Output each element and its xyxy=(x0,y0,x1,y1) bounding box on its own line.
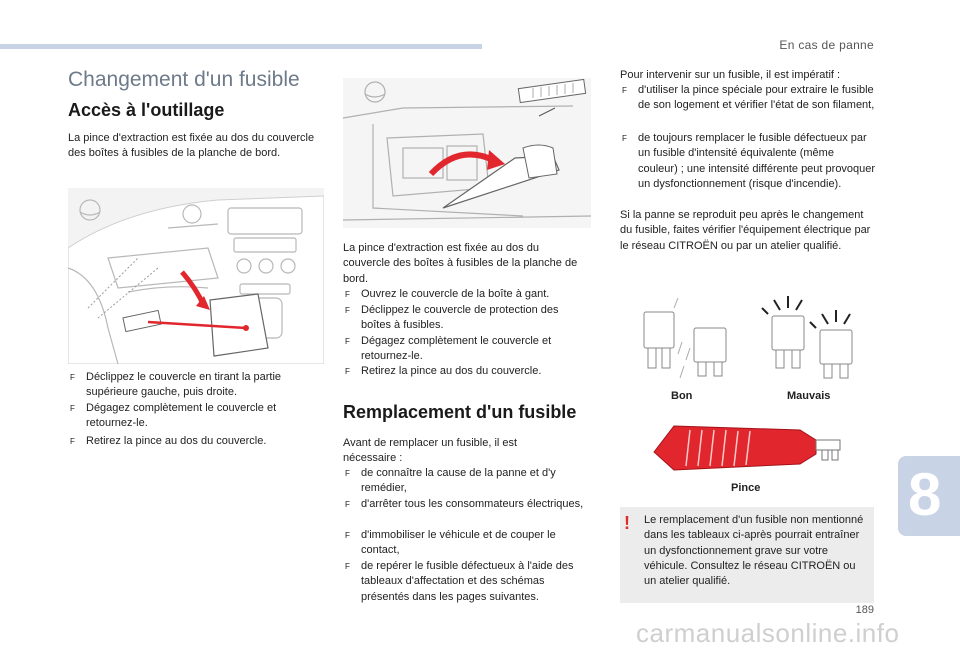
left-bullet-3: F Retirez la pince au dos du couvercle. xyxy=(70,434,316,449)
bullet-marker-icon: F xyxy=(345,562,350,571)
fuse-puller-drawing xyxy=(650,418,850,478)
fuse-comparison-drawing xyxy=(622,292,872,384)
left-bullet-2: F Dégagez complètement le couvercle et retournez-le. xyxy=(70,402,277,430)
middle-bullet-1: F Ouvrez le couvercle de la boîte à gant. xyxy=(345,287,587,302)
bullet-marker-icon: F xyxy=(345,306,350,315)
dashboard-illustration xyxy=(68,188,324,364)
bullet-marker-icon: F xyxy=(345,290,350,299)
chapter-number: 8 xyxy=(908,461,942,528)
glovebox-illustration xyxy=(343,78,591,228)
bullet-marker-icon: F xyxy=(70,404,75,413)
page-title: Changement d'un fusible xyxy=(68,68,300,91)
right-bullet-2: F de toujours remplacer le fusible défectueux par un fusible d'intensité équivalente (même couleur) ; une intensité différente peut provoquer un dysfonctionnement (risque d'incendie). xyxy=(622,132,876,190)
before-bullet-2: F d'arrêter tous les consommateurs électriques, xyxy=(345,497,587,512)
watermark: carmanualsonline.info xyxy=(636,618,900,648)
fuse-bad-label: Mauvais xyxy=(787,390,831,402)
warning-text: Le remplacement d'un fusible non mentionné dans les tableaux ci-après pourrait entraîner un dysfonctionnement grave sur votre véhicule. Consultez le réseau CITROËN ou un atelier qualifié. xyxy=(644,514,864,588)
fuse-good-label: Bon xyxy=(671,390,693,402)
section-heading-tools: Accès à l'outillage xyxy=(68,100,225,120)
middle-bullet-3: F Dégagez complètement le couvercle et retournez-le. xyxy=(345,335,552,363)
fuse-requirement-intro: Pour intervenir sur un fusible, il est impératif : xyxy=(620,69,841,81)
left-bullet-1: F Déclippez le couvercle en tirant la partie supérieure gauche, puis droite. xyxy=(70,371,282,399)
replacement-intro: Avant de remplacer un fusible, il est nécessaire : xyxy=(343,437,518,465)
before-bullet-4: F de repérer le fusible défectueux à l'aide des tableaux d'affectation et des schémas présentés dans les pages suivantes. xyxy=(345,560,574,603)
before-bullet-3: F d'immobiliser le véhicule et de couper le contact, xyxy=(345,529,556,557)
fuse-puller-illustration xyxy=(650,418,850,478)
bullet-marker-icon: F xyxy=(345,337,350,346)
bullet-marker-icon: F xyxy=(345,531,350,540)
before-bullet-1: F de connaître la cause de la panne et d'y remédier, xyxy=(345,467,556,495)
middle-bullet-2: F Déclippez le couvercle de protection des boîtes à fusibles. xyxy=(345,304,559,332)
fuse-puller-label: Pince xyxy=(731,482,761,494)
chapter-tab xyxy=(898,456,960,536)
dashboard-drawing xyxy=(68,188,324,364)
extraction-intro: La pince d'extraction est fixée au dos du couvercle des boîtes à fusibles de la planche de bord. xyxy=(343,242,578,285)
fuse-comparison-illustration xyxy=(622,292,872,384)
bullet-marker-icon: F xyxy=(622,86,627,95)
bullet-marker-icon: F xyxy=(345,367,350,376)
warning-box xyxy=(620,507,874,603)
bullet-marker-icon: F xyxy=(70,373,75,382)
glovebox-drawing xyxy=(343,78,591,228)
middle-bullet-4: F Retirez la pince au dos du couvercle. xyxy=(345,364,587,379)
bullet-marker-icon: F xyxy=(345,500,350,509)
section-label: En cas de panne xyxy=(779,38,874,52)
bullet-marker-icon: F xyxy=(345,469,350,478)
warning-exclamation-icon: ! xyxy=(624,513,630,533)
bullet-marker-icon: F xyxy=(622,134,627,143)
right-bullet-1: F d'utiliser la pince spéciale pour extraire le fusible de son logement et vérifier l'état de son filament, xyxy=(622,84,875,112)
tools-intro: La pince d'extraction est fixée au dos du couvercle des boîtes à fusibles de la planche de bord. xyxy=(68,132,315,160)
page-number: 189 xyxy=(855,604,874,616)
fuse-recurrence-note: Si la panne se reproduit peu après le changement du fusible, faites vérifier l'équipement électrique par le réseau CITROËN ou par un atelier qualifié. xyxy=(620,209,871,252)
header-accent-bar xyxy=(0,44,482,49)
bullet-marker-icon: F xyxy=(70,437,75,446)
section-heading-replacement: Remplacement d'un fusible xyxy=(343,402,577,422)
